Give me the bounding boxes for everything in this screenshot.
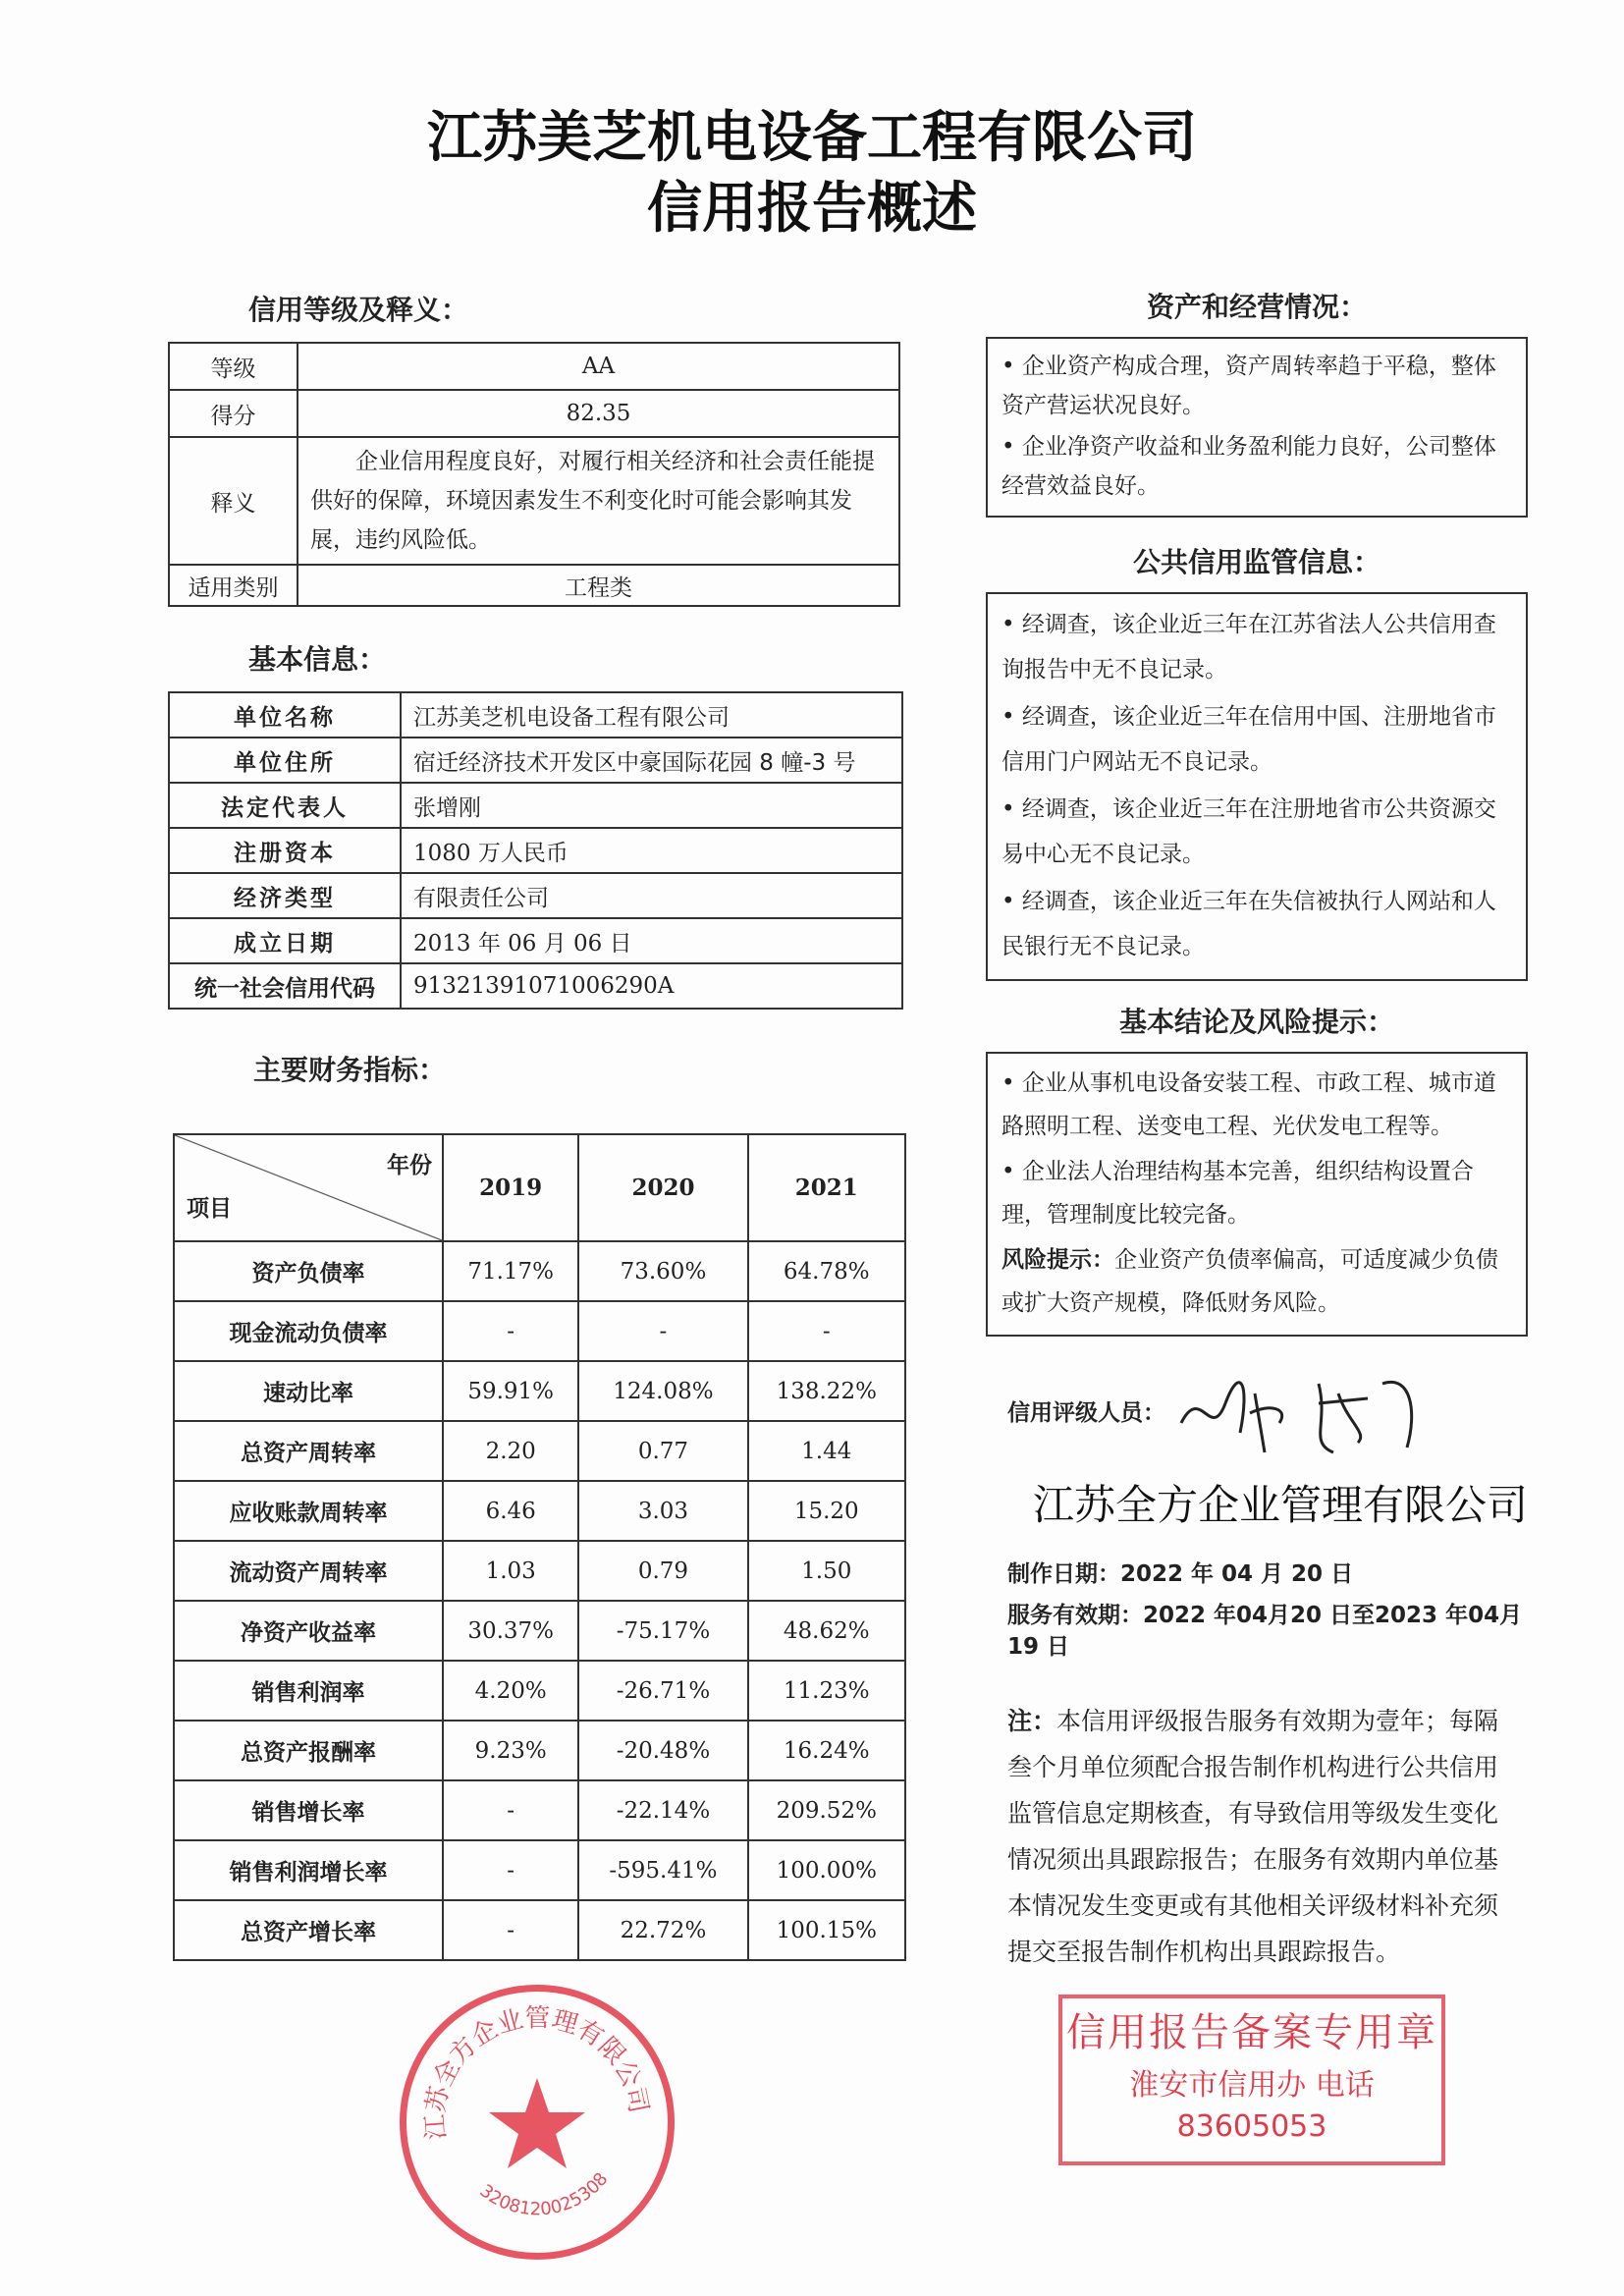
- item-name: 总资产增长率: [174, 1900, 443, 1960]
- public-heading: 公共信用监管信息：: [1132, 546, 1380, 578]
- public-item: • 经调查，该企业近三年在信用中国、注册地省市信用门户网站无不良记录。: [1001, 694, 1512, 785]
- risk-label: 风险提示：: [1001, 1247, 1114, 1273]
- company-seal: [400, 1985, 675, 2260]
- item-name: 现金流动负债率: [174, 1301, 443, 1361]
- value-cell: 0.77: [578, 1421, 747, 1481]
- item-name: 速动比率: [174, 1361, 443, 1421]
- value-cell: 1.03: [443, 1541, 578, 1601]
- label: 成立日期: [169, 918, 401, 963]
- finance-row: [174, 1900, 905, 1960]
- item-label: 项目: [187, 1196, 232, 1222]
- value: 江苏美芝机电设备工程有限公司: [401, 692, 902, 738]
- risk-text: 企业资产负债率偏高，可适度减少负债或扩大资产规模，降低财务风险。: [1001, 1247, 1498, 1316]
- conclusion-item: • 企业从事机电设备安装工程、市政工程、城市道路照明工程、送变电工程、光伏发电工程等。: [1001, 1062, 1512, 1148]
- value-cell: 30.37%: [443, 1601, 578, 1661]
- corner-cell: [174, 1134, 443, 1241]
- value-cell: 16.24%: [748, 1721, 905, 1780]
- note: [1007, 1698, 1518, 1975]
- finance-row: [174, 1661, 905, 1721]
- value-cell: 48.62%: [748, 1601, 905, 1661]
- value-cell: -: [578, 1301, 747, 1361]
- value-cell: 4.20%: [443, 1661, 578, 1721]
- note-label: 注：: [1007, 1707, 1057, 1735]
- label: 单位住所: [169, 738, 401, 783]
- value-cell: 100.00%: [748, 1840, 905, 1900]
- assets-box: [986, 337, 1528, 518]
- conclusion-heading: 基本结论及风险提示：: [1118, 1006, 1394, 1038]
- finance-row: [174, 1601, 905, 1661]
- value-cell: -: [443, 1840, 578, 1900]
- value-cell: 59.91%: [443, 1361, 578, 1421]
- finance-row: [174, 1481, 905, 1541]
- category-value: 工程类: [298, 565, 899, 606]
- public-item: • 经调查，该企业近三年在失信被执行人网站和人民银行无不良记录。: [1001, 879, 1512, 969]
- valid-period: 服务有效期：2022 年04月20 日至2023 年04月19 日: [1007, 1603, 1523, 1660]
- rater-signature: [1171, 1364, 1427, 1462]
- value-cell: 1.44: [748, 1421, 905, 1481]
- value-cell: 100.15%: [748, 1900, 905, 1960]
- item-name: 流动资产周转率: [174, 1541, 443, 1601]
- value: 张增刚: [401, 783, 902, 828]
- item-name: 应收账款周转率: [174, 1481, 443, 1541]
- finance-row: [174, 1721, 905, 1780]
- grade-value: AA: [298, 343, 899, 390]
- svg-text:江苏全方企业管理有限公司: 江苏全方企业管理有限公司: [420, 2003, 654, 2141]
- assets-heading: 资产和经营情况：: [1146, 291, 1367, 323]
- value: 91321391071006290A: [401, 963, 902, 1009]
- item-name: 总资产报酬率: [174, 1721, 443, 1780]
- label: 单位名称: [169, 692, 401, 738]
- finance-row: [174, 1361, 905, 1421]
- value-cell: 6.46: [443, 1481, 578, 1541]
- value-cell: 138.22%: [748, 1361, 905, 1421]
- value-cell: 64.78%: [748, 1241, 905, 1301]
- value-cell: -: [443, 1780, 578, 1840]
- finance-row: [174, 1780, 905, 1840]
- note-text: 本信用评级报告服务有效期为壹年；每隔叁个月单位须配合报告制作机构进行公共信用监管信息定期核查，有导致信用等级发生变化情况须出具跟踪报告；在服务有效期内单位基本情况发生变更或有其他相关评级材料补充须提交至报告制作机构出具跟踪报告。: [1007, 1707, 1499, 1966]
- label: 得分: [169, 390, 298, 437]
- value: 2013 年 06 月 06 日: [401, 918, 902, 963]
- value: 有限责任公司: [401, 873, 902, 918]
- finance-table: [173, 1133, 906, 1961]
- finance-row: [174, 1421, 905, 1481]
- value-cell: 1.50: [748, 1541, 905, 1601]
- rating-heading: 信用等级及释义：: [248, 294, 469, 326]
- label: 等级: [169, 343, 298, 390]
- title-company: 江苏美芝机电设备工程有限公司: [427, 106, 1197, 170]
- value-cell: 209.52%: [748, 1780, 905, 1840]
- finance-row: [174, 1840, 905, 1900]
- value: 1080 万人民币: [401, 828, 902, 873]
- basic-heading: 基本信息：: [248, 643, 387, 676]
- title-report: 信用报告概述: [647, 177, 977, 241]
- value-cell: -20.48%: [578, 1721, 747, 1780]
- value-cell: 22.72%: [578, 1900, 747, 1960]
- year-header: 2019: [443, 1134, 578, 1241]
- item-name: 销售利润率: [174, 1661, 443, 1721]
- seal-star-icon: [406, 1992, 668, 2253]
- stamp-line1: 信用报告备案专用章: [1066, 2010, 1437, 2055]
- rating-table: [168, 342, 900, 607]
- made-date: 制作日期：2022 年 04 月 20 日: [1007, 1561, 1354, 1587]
- agency-name: 江苏全方企业管理有限公司: [1033, 1481, 1529, 1529]
- value-cell: 73.60%: [578, 1241, 747, 1301]
- basic-info-table: [168, 691, 903, 1010]
- finance-row: [174, 1541, 905, 1601]
- svg-text:3208120025308: 3208120025308: [475, 2168, 613, 2220]
- value-cell: -: [748, 1301, 905, 1361]
- value-cell: 15.20: [748, 1481, 905, 1541]
- value-cell: -: [443, 1301, 578, 1361]
- finance-row: [174, 1241, 905, 1301]
- value-cell: 9.23%: [443, 1721, 578, 1780]
- label: 注册资本: [169, 828, 401, 873]
- stamp-line2: 淮安市信用办 电话83605053: [1129, 2068, 1375, 2144]
- rater-label: 信用评级人员：: [1007, 1400, 1165, 1426]
- value-cell: 11.23%: [748, 1661, 905, 1721]
- value-cell: 2.20: [443, 1421, 578, 1481]
- value-cell: -22.14%: [578, 1780, 747, 1840]
- left-column: [168, 293, 906, 2260]
- definition-value: 企业信用程度良好，对履行相关经济和社会责任能提供好的保障，环境因素发生不利变化时可能会影响其发展，违约风险低。: [298, 437, 899, 565]
- value-cell: 71.17%: [443, 1241, 578, 1301]
- value-cell: -26.71%: [578, 1661, 747, 1721]
- finance-heading: 主要财务指标：: [253, 1054, 447, 1086]
- item-name: 总资产周转率: [174, 1421, 443, 1481]
- public-box: [986, 592, 1528, 981]
- item-name: 资产负债率: [174, 1241, 443, 1301]
- label: 法定代表人: [169, 783, 401, 828]
- item-name: 销售利润增长率: [174, 1840, 443, 1900]
- assets-item: • 企业净资产收益和业务盈利能力良好，公司整体经营效益良好。: [1001, 427, 1512, 506]
- label: 统一社会信用代码: [169, 963, 401, 1009]
- finance-row: [174, 1301, 905, 1361]
- label: 经济类型: [169, 873, 401, 918]
- value-cell: 3.03: [578, 1481, 747, 1541]
- value-cell: 0.79: [578, 1541, 747, 1601]
- value-cell: 124.08%: [578, 1361, 747, 1421]
- year-header: 2021: [748, 1134, 905, 1241]
- label: 适用类别: [169, 565, 298, 606]
- value-cell: -: [443, 1900, 578, 1960]
- conclusion-item: • 企业法人治理结构基本完善，组织结构设置合理，管理制度比较完备。: [1001, 1150, 1512, 1236]
- item-name: 销售增长率: [174, 1780, 443, 1840]
- label: 释义: [169, 437, 298, 565]
- year-label: 年份: [387, 1153, 432, 1178]
- value-cell: -595.41%: [578, 1840, 747, 1900]
- right-column: [986, 290, 1528, 2165]
- value-cell: -75.17%: [578, 1601, 747, 1661]
- item-name: 净资产收益率: [174, 1601, 443, 1661]
- assets-item: • 企业资产构成合理，资产周转率趋于平稳，整体资产营运状况良好。: [1001, 347, 1512, 425]
- public-item: • 经调查，该企业近三年在江苏省法人公共信用查询报告中无不良记录。: [1001, 602, 1512, 692]
- value: 宿迁经济技术开发区中豪国际花园 8 幢-3 号: [401, 738, 902, 783]
- year-header: 2020: [578, 1134, 747, 1241]
- public-item: • 经调查，该企业近三年在注册地省市公共资源交易中心无不良记录。: [1001, 787, 1512, 877]
- score-value: 82.35: [298, 390, 899, 437]
- rater-row: [1007, 1364, 1528, 1462]
- filing-stamp: [1058, 1995, 1445, 2165]
- conclusion-box: [986, 1052, 1528, 1337]
